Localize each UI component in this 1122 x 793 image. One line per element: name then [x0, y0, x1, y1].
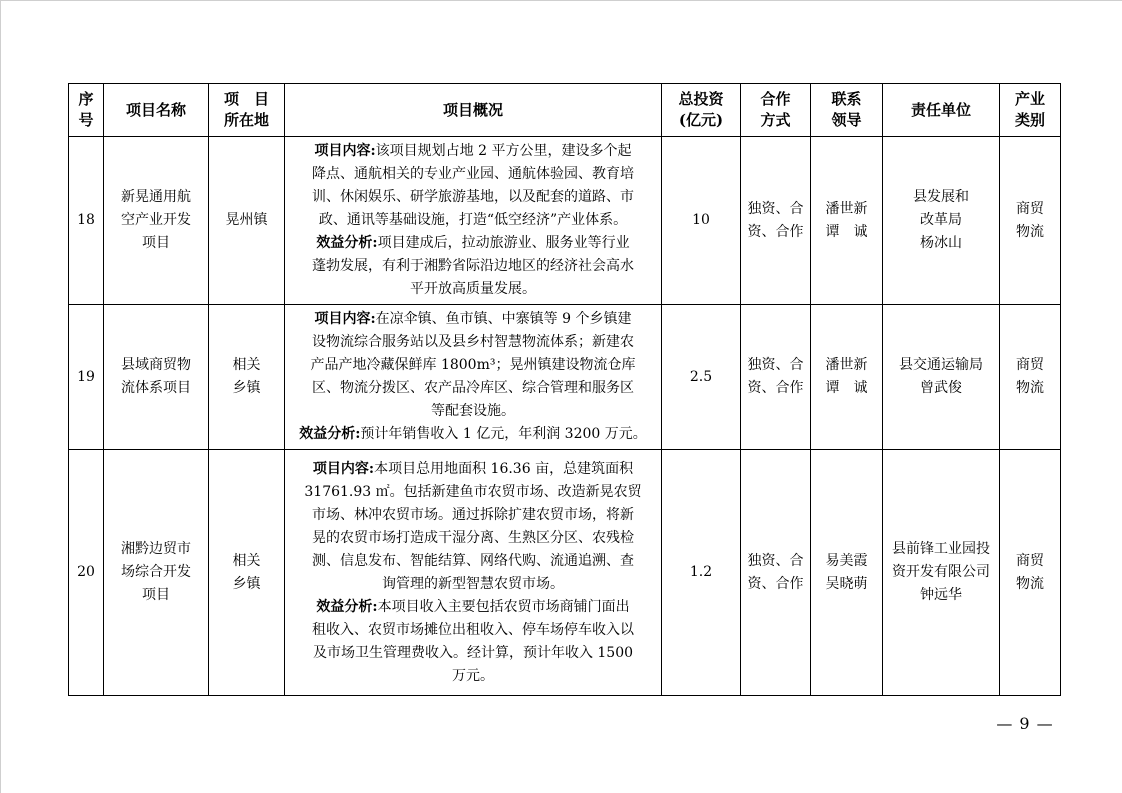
- benefit-label: 效益分析:: [299, 426, 361, 442]
- benefit-label: 效益分析:: [316, 598, 378, 615]
- cell-line: 乡镇: [232, 380, 261, 396]
- cell-line: 相关: [232, 552, 261, 569]
- overview-text: 在凉伞镇、鱼市镇、中寨镇等 9 个乡镇建: [375, 311, 632, 327]
- cell-line: 新晃通用航: [121, 189, 191, 205]
- cell-line: 项目概况: [442, 100, 503, 119]
- content-line: [285, 331, 661, 354]
- cell-line: 乡镇: [232, 575, 261, 592]
- cell-line: 物流: [1016, 223, 1044, 240]
- cell-line: 晃州镇: [225, 212, 268, 228]
- overview-text: 租收入、农贸市场摊位出租收入、停车场停车收入以: [312, 621, 634, 638]
- content-line: [285, 354, 661, 377]
- cell-line: 县前锋工业园投: [892, 541, 990, 557]
- cell-leader: [811, 450, 883, 696]
- cell-line: 杨冰山: [920, 235, 962, 251]
- cell-line: 潘世新: [825, 200, 868, 217]
- overview-text: 本项目收入主要包括农贸市场商铺门面出: [377, 598, 630, 615]
- cell-index: 19: [69, 305, 104, 450]
- cell-investment: 10: [662, 137, 741, 305]
- content-line: [285, 209, 661, 232]
- cell-line: 县交通运输局: [899, 357, 983, 373]
- cell-line: 商贸: [1016, 200, 1044, 217]
- content-line: [285, 308, 661, 331]
- cell-overview: [285, 450, 662, 696]
- overview-text: 区、物流分拨区、农产品冷库区、综合管理和服务区: [312, 380, 634, 396]
- cell-line: 资、合作: [747, 223, 804, 240]
- cell-line: 项目: [142, 587, 170, 603]
- page-top-edge: [0, 0, 1122, 1]
- page-number: — 9 —: [996, 714, 1054, 733]
- cell-project-name: [104, 137, 209, 305]
- overview-text: 本项目总用地面积 16.36 亩，总建筑面积: [374, 460, 634, 477]
- cell-location: [209, 137, 285, 305]
- header-leader: [811, 84, 883, 137]
- content-line: [285, 527, 661, 550]
- cell-line: 独资、合: [747, 200, 804, 217]
- cell-line: 县域商贸物: [121, 357, 191, 373]
- cell-cooperation: [741, 137, 811, 305]
- content-line: [285, 377, 661, 400]
- cell-leader: [811, 137, 883, 305]
- cell-responsible-unit: [883, 450, 1000, 696]
- overview-text: 平开放高质量发展。: [410, 281, 536, 297]
- content-label: 项目内容:: [314, 143, 376, 159]
- cell-line: 项目名称: [125, 100, 186, 119]
- cell-line: 类别: [1014, 111, 1045, 129]
- cell-line: 资开发有限公司: [892, 564, 990, 580]
- header-project-name: [104, 84, 209, 137]
- overview-text: 预计年销售收入 1 亿元，年利润 3200 万元。: [360, 426, 647, 442]
- page-left-edge: [0, 0, 1, 793]
- overview-text: 设物流综合服务站以及县乡村智慧物流体系；新建农: [312, 334, 634, 350]
- cell-cooperation: [741, 305, 811, 450]
- benefit-line: [285, 642, 661, 665]
- cell-line: 产业: [1014, 90, 1045, 108]
- cell-line: 改革局: [920, 212, 962, 228]
- content-line: [285, 458, 661, 481]
- benefit-line: [285, 596, 661, 619]
- cell-line: 钟远华: [920, 587, 962, 603]
- cell-line: 流体系项目: [121, 380, 191, 396]
- cell-location: [209, 450, 285, 696]
- overview-text: 项目建成后，拉动旅游业、服务业等行业: [377, 235, 630, 251]
- overview-text: 万元。: [452, 667, 494, 684]
- table-header-row: [69, 84, 1061, 137]
- overview-text: 等配套设施。: [431, 403, 515, 419]
- project-table: [68, 83, 1061, 696]
- cell-investment: 2.5: [662, 305, 741, 450]
- content-line: [285, 163, 661, 186]
- cell-cooperation: [741, 450, 811, 696]
- cell-line: 场综合开发: [121, 564, 191, 580]
- content-line: [285, 550, 661, 573]
- cell-leader: [811, 305, 883, 450]
- cell-line: 项目: [142, 235, 170, 251]
- overview-text: 及市场卫生管理费收入。经计算，预计年收入 1500: [312, 644, 634, 661]
- cell-line: 序: [78, 90, 94, 108]
- cell-line: 商贸: [1016, 552, 1044, 569]
- cell-line: 独资、合: [747, 552, 804, 569]
- cell-line: 项 目: [223, 90, 269, 108]
- table-body: [69, 137, 1061, 696]
- header-industry-category: [1000, 84, 1061, 137]
- cell-line: (亿元): [678, 111, 724, 129]
- header-index: [69, 84, 104, 137]
- cell-line: 曾武俊: [920, 380, 962, 396]
- cell-line: 商贸: [1016, 357, 1044, 373]
- cell-line: 联系: [831, 90, 862, 108]
- overview-text: 政、通讯等基础设施，打造“低空经济”产业体系。: [318, 212, 628, 228]
- cell-project-name: [104, 305, 209, 450]
- cell-line: 责任单位: [910, 100, 971, 119]
- overview-text: 降点、通航相关的专业产业园、通航体验园、教育培: [312, 166, 634, 182]
- content-line: [285, 504, 661, 527]
- benefit-line: [285, 232, 661, 255]
- content-label: 项目内容:: [312, 460, 375, 477]
- cell-industry-category: [1000, 450, 1061, 696]
- cell-index: 18: [69, 137, 104, 305]
- content-label: 项目内容:: [314, 311, 376, 327]
- content-line: [285, 186, 661, 209]
- cell-line: 谭 诚: [825, 223, 868, 240]
- overview-text: 市场、林冲农贸市场。通过拆除扩建农贸市场，将新: [312, 506, 634, 523]
- cell-line: 谭 诚: [825, 380, 868, 396]
- content-line: [285, 400, 661, 423]
- cell-line: 独资、合: [747, 357, 804, 373]
- content-line: [285, 140, 661, 163]
- cell-line: 潘世新: [825, 357, 868, 373]
- cell-industry-category: [1000, 137, 1061, 305]
- cell-project-name: [104, 450, 209, 696]
- benefit-label: 效益分析:: [316, 235, 378, 251]
- benefit-line: [285, 255, 661, 278]
- cell-line: 资、合作: [747, 380, 804, 396]
- cell-line: 湘黔边贸市: [121, 541, 191, 557]
- cell-line: 空产业开发: [121, 212, 191, 228]
- overview-text: 该项目规划占地 2 平方公里，建设多个起: [375, 143, 632, 159]
- header-cooperation: [741, 84, 811, 137]
- cell-line: 资、合作: [747, 575, 804, 592]
- cell-line: 合作: [760, 90, 791, 108]
- cell-line: 物流: [1016, 575, 1044, 592]
- table-row: [69, 450, 1061, 696]
- cell-line: 方式: [760, 111, 791, 129]
- cell-overview: [285, 305, 662, 450]
- header-overview: [285, 84, 662, 137]
- benefit-line: [285, 278, 661, 301]
- cell-line: 相关: [232, 357, 261, 373]
- overview-text: 蓬勃发展，有利于湘黔省际沿边地区的经济社会高水: [312, 258, 634, 274]
- overview-text: 晃的农贸市场打造成干湿分离、生熟区分区、农残检: [312, 529, 634, 546]
- cell-responsible-unit: [883, 305, 1000, 450]
- benefit-line: [285, 665, 661, 688]
- overview-text: 训、休闲娱乐、研学旅游基地，以及配套的道路、市: [312, 189, 634, 205]
- cell-index: 20: [69, 450, 104, 696]
- cell-line: 领导: [831, 111, 862, 129]
- cell-line: 总投资: [678, 90, 724, 108]
- benefit-line: [285, 619, 661, 642]
- cell-line: 号: [78, 111, 94, 129]
- header-location: [209, 84, 285, 137]
- cell-line: 易美霞: [825, 552, 868, 569]
- cell-responsible-unit: [883, 137, 1000, 305]
- benefit-line: [285, 423, 661, 446]
- cell-investment: 1.2: [662, 450, 741, 696]
- cell-line: 吴晓萌: [825, 575, 868, 592]
- table-row: [69, 305, 1061, 450]
- header-investment: [662, 84, 741, 137]
- content-line: [285, 481, 661, 504]
- overview-text: 31761.93 ㎡。包括新建鱼市农贸市场、改造新晃农贸: [304, 483, 642, 500]
- cell-line: 县发展和: [913, 189, 969, 205]
- content-line: [285, 573, 661, 596]
- cell-industry-category: [1000, 305, 1061, 450]
- overview-text: 测、信息发布、智能结算、网络代购、流通追溯、查: [312, 552, 634, 569]
- cell-location: [209, 305, 285, 450]
- overview-text: 询管理的新型智慧农贸市场。: [382, 575, 564, 592]
- overview-text: 产品产地冷藏保鲜库 1800m³；晃州镇建设物流仓库: [310, 357, 636, 373]
- table-row: [69, 137, 1061, 305]
- cell-overview: [285, 137, 662, 305]
- header-responsible-unit: [883, 84, 1000, 137]
- cell-line: 所在地: [223, 111, 269, 129]
- cell-line: 物流: [1016, 380, 1044, 396]
